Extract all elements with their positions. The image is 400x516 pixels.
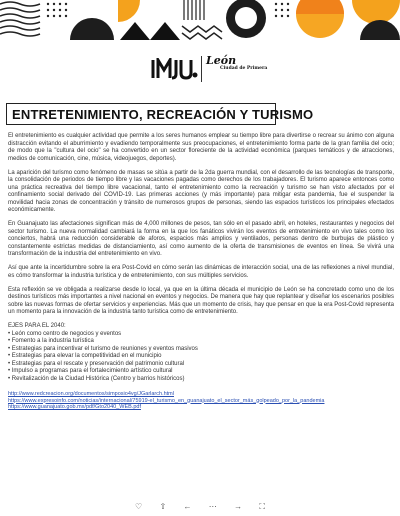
eje-item: • Estrategias para el rescate y preservación del patrimonio cultural: [8, 360, 185, 367]
leon-logo-name: León: [206, 54, 237, 67]
leon-logo-subtitle: Ciudad de Primera: [220, 66, 268, 71]
paragraph: La aparición del turismo como fenómeno de masas se sitúa a partir de la 2da guerra mundial, con el desarrollo de las tecnologías de transporte, la consolidación de periodos de tiempo libre y las vacaciones pagadas como derechos de los trabajadores. El turismo aparece entonces como una práctica recreativa del tiempo libre vacacional, tanto el entretenimiento como la recreación y turismo se han visto afectados por el confinamiento social derivado del COVID-19. Las primeras acciones (y más importante) para mitigar esta pandemia, fue el suspender la movilidad hacia zonas de concentración y tránsito de numerosos grupos de personas, siendo las espacios turísticos los principales efectados económicamente.: [8, 169, 394, 213]
fullscreen-icon[interactable]: ⛶: [259, 502, 265, 511]
eje-item: • Fomento a la industria turística: [8, 338, 94, 344]
leon-logo: [206, 55, 267, 71]
paragraph: En Guanajuato las afectaciones significan más de 4,000 millones de pesos, tan sólo en el pasado abril, en hoteles, restaurantes y negocios del sector turismo. La nueva normalidad cambiará la forma en la que los fanáticos vivirán los eventos de entretenimiento en vivo tales como los conciertos, habrá una reducción considerable de aforos, espacios más amplios y ventilados, personas dentro de burbujas de plástico y constantemente estrictas medidas de distanciamiento, así como aumento de la oferta de transmisiones de eventos en línea. Se vivirá una transformación de la industria del entretenimiento en vivo.: [8, 221, 394, 257]
next-page-icon[interactable]: →: [234, 502, 243, 511]
share-icon[interactable]: ⇧: [159, 502, 167, 511]
decorative-banner: [0, 0, 400, 40]
more-dots-icon[interactable]: ⋯: [208, 502, 217, 511]
eje-item: • Impulso a programas para el fortalecimiento artístico cultural: [8, 368, 173, 374]
previous-page-icon[interactable]: ←: [183, 502, 192, 511]
ejes-list: [8, 323, 394, 383]
article-body: [8, 133, 394, 411]
reference-link[interactable]: https://www.guanajuato.gob.mx/pdf/Gto2040_WEB.pdf: [8, 404, 141, 410]
imju-logo: [150, 58, 198, 80]
paragraph: Así que ante la incertidumbre sobre la era Post-Covid en cómo serán las dinámicas de interacción social, una de las reflexiones a nivel mundial, es cómo transformar la industria turística y de entretenimiento, con sus múltiples servicios.: [8, 265, 394, 279]
eje-item: • León como centro de negocios y eventos: [8, 330, 122, 337]
banner-pattern-graphic: [0, 0, 400, 40]
comment-icon[interactable]: ♡: [135, 502, 143, 511]
paragraph: Esta reflexión se ve obligada a realizarse desde lo local, ya que en la última década el municipio de León se ha concretado como uno de los destinos turísticos más importantes a nivel nacional en eventos y negocios. De manera que hay que replantear y diseñar los escenarios posibles sobre las nuevas formas de ofertar servicios y experiencias. Más que un momento de crisis, hay que pensar en que la era Post-Covid representa un momento para la innovación de la industria tanto turística como de entretenimiento.: [8, 286, 394, 315]
eje-item: • Estrategias para elevar la competitividad en el municipio: [8, 353, 162, 359]
references: [8, 391, 394, 411]
reference-link[interactable]: https://www.expresoinfo.com/noticias/internacional/75919-el_turismo_en_guanajuato_el_sector_más_golpeado_por_la_pandemia: [8, 397, 325, 404]
paragraph: El entretenimiento es cualquier actividad que permite a los seres humanos emplear su tiempo libre para divertirse o recrear su ánimo con alguna distracción evitando el aburrimiento y evadiendo temporalmente sus preocupaciones, el entretenimiento forma parte de la gran familia del ocio; de modo que la "cultura del ocio" se ha convertido en un sector floreciente de la actividad económica (parques temáticos y de atracciones, medios de comunicación, cine, música, videojuegos, deportes).: [8, 133, 394, 162]
logos-row: [0, 52, 400, 88]
eje-item: • Estrategias para incentivar el turismo de reuniones y eventos masivos: [8, 345, 198, 352]
eje-item: • Revitalización de la Ciudad Histórica (Centro y barrios históricos): [8, 375, 185, 382]
reference-link[interactable]: http://www.redcreacion.org/documentos/simposio4vg/JGarlarch.html: [8, 391, 174, 397]
logo-divider: [201, 56, 202, 82]
viewer-navigation: [135, 501, 265, 513]
ejes-heading: EJES PARA EL 2040:: [8, 323, 66, 329]
page-title-box: [6, 103, 314, 125]
page-title: ENTRETENIMIENTO, RECREACIÓN Y TURISMO: [12, 106, 314, 122]
